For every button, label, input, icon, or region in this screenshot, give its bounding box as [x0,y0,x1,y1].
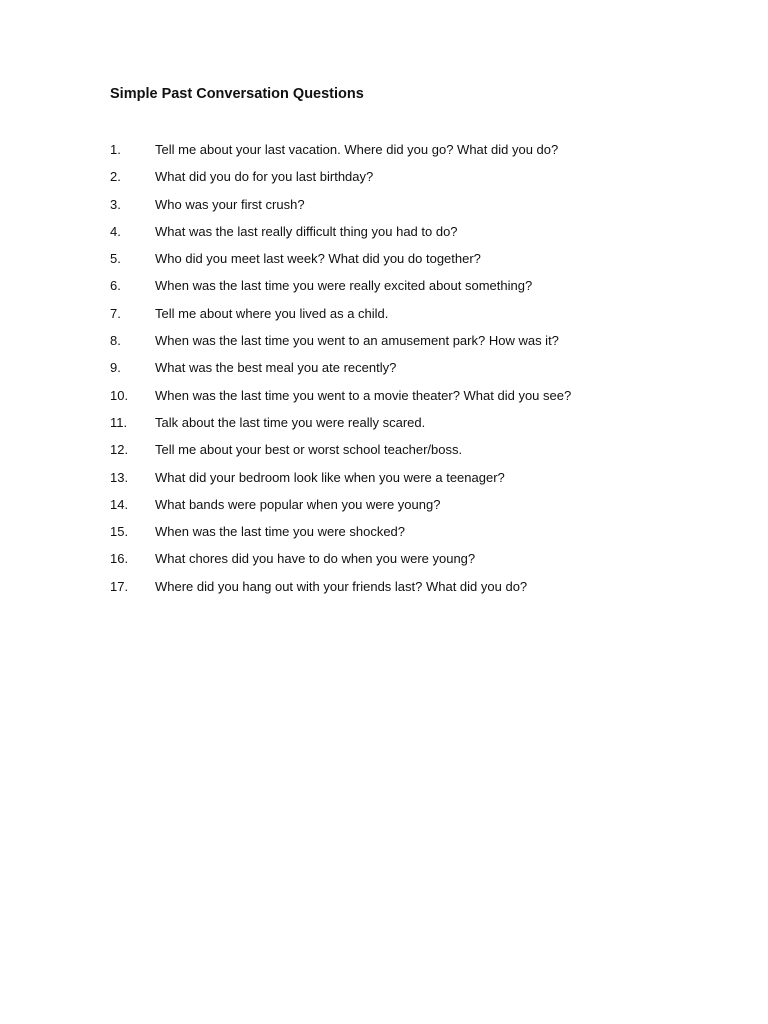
question-text: Tell me about where you lived as a child. [155,305,389,321]
question-number: 2. [110,169,121,185]
question-text: When was the last time you were really excited about something? [155,278,533,294]
question-list [110,141,571,605]
question-text: What was the best meal you ate recently? [155,360,397,376]
question-item [110,141,571,168]
question-item [110,387,571,414]
question-item [110,332,571,359]
question-text: What bands were popular when you were young? [155,496,441,512]
question-number: 13. [110,469,129,485]
question-text: Where did you hang out with your friends last? What did you do? [155,578,528,594]
document-title: Simple Past Conversation Questions [110,86,364,102]
question-number: 3. [110,196,121,212]
question-text: When was the last time you went to a movie theater? What did you see? [155,387,572,403]
question-number: 7. [110,305,121,321]
question-number: 4. [110,223,121,239]
question-item [110,414,571,441]
question-text: What did your bedroom look like when you were a teenager? [155,469,505,485]
question-item [110,223,571,250]
question-text: When was the last time you went to an amusement park? How was it? [155,333,559,349]
question-number: 9. [110,360,121,376]
question-item [110,277,571,304]
question-number: 11. [110,414,128,430]
question-item [110,550,571,577]
question-number: 14. [110,496,129,512]
question-text: Tell me about your best or worst school teacher/boss. [155,442,463,458]
question-item [110,496,571,523]
question-number: 6. [110,278,121,294]
question-number: 5. [110,251,121,267]
question-text: Who did you meet last week? What did you do together? [155,251,481,267]
question-item [110,359,571,386]
question-number: 10. [110,387,129,403]
question-text: Tell me about your last vacation. Where did you go? What did you do? [155,142,559,157]
question-number: 1. [110,142,121,157]
question-number: 17. [110,578,129,594]
question-item [110,523,571,550]
question-text: Who was your first crush? [155,196,305,212]
question-item [110,196,571,223]
question-number: 15. [110,524,129,540]
question-item [110,441,571,468]
question-item [110,168,571,195]
question-text: What was the last really difficult thing you had to do? [155,223,458,239]
question-number: 12. [110,442,129,458]
question-text: Talk about the last time you were really scared. [155,414,426,430]
question-text: When was the last time you were shocked? [155,524,406,540]
question-item [110,305,571,332]
question-item [110,250,571,277]
question-text: What chores did you have to do when you were young? [155,551,476,567]
question-number: 16. [110,551,129,567]
question-item [110,578,571,605]
question-text: What did you do for you last birthday? [155,169,374,185]
question-number: 8. [110,333,121,349]
question-item [110,469,571,496]
